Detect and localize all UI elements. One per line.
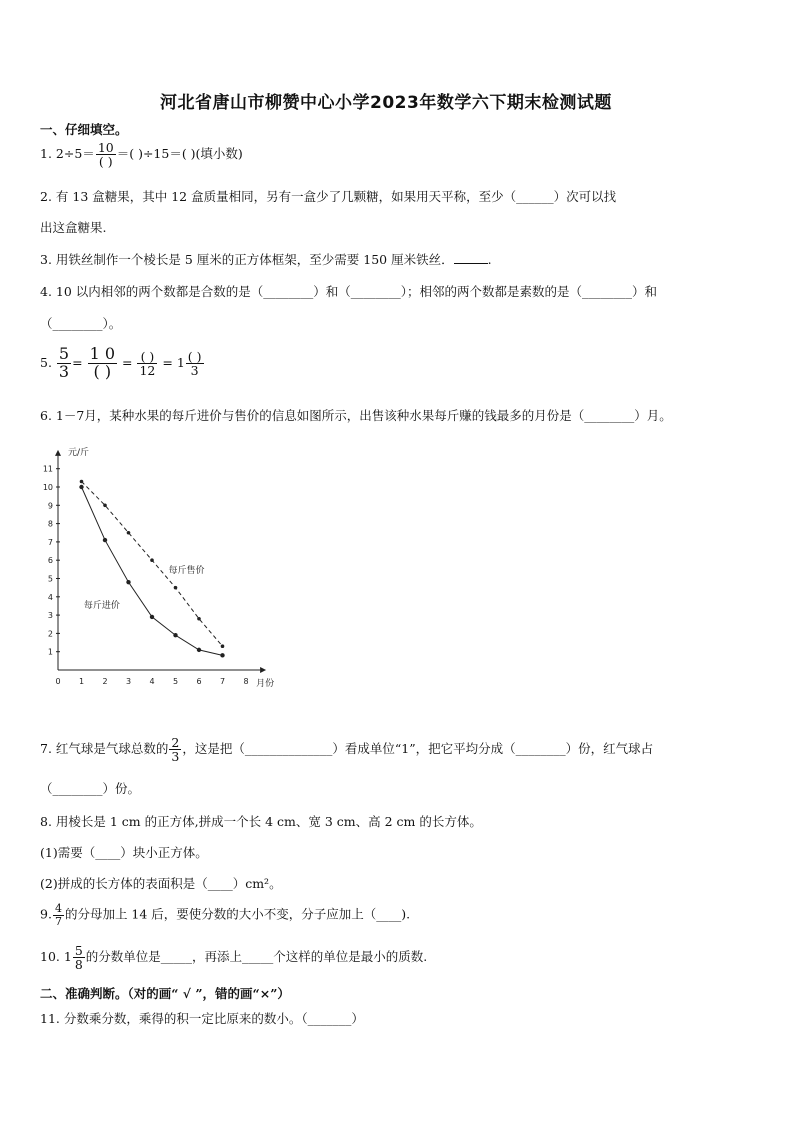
x-tick-label: 7 (219, 677, 226, 686)
fraction: $\frac{( )}{12}$ (139, 348, 156, 378)
question-6: 6. 1－7月，某种水果的每斤进价与售价的信息如图所示，出售该种水果每斤赚的钱最多的月份是（________）月。 (40, 408, 672, 423)
buy-price-point (150, 615, 154, 619)
x-tick-label: 2 (102, 677, 108, 686)
sell-price-point (197, 617, 201, 621)
buy-price-point (220, 653, 224, 657)
buy-price-point (197, 648, 201, 652)
sell-price-point (150, 558, 154, 562)
fraction: $\frac{5}{8}$ (74, 943, 83, 973)
sell-price-point (80, 480, 84, 484)
question-10: 10. 1 $\frac{5}{8}$ 的分数单位是_____，再添上_____个这样的单位是最小的质数. (40, 943, 428, 973)
y-tick-label: 5 (47, 574, 53, 584)
question-7-line-2: （________）份。 (40, 781, 141, 796)
sell-price-point (127, 531, 131, 535)
y-tick-label: 6 (47, 556, 53, 566)
x-axis-arrow (260, 667, 266, 673)
buy-price-label: 每斤进价 (83, 600, 120, 611)
question-9: 9. $\frac{4}{7}$ 的分母加上 14 后，要使分数的大小不变，分子应加上（____). (40, 902, 411, 928)
y-axis-label: 元/斤 (68, 447, 90, 458)
x-tick-label: 3 (125, 677, 132, 686)
fraction: $\frac{4}{7}$ (54, 902, 62, 928)
buy-price-point (103, 538, 107, 542)
question-2-line-1: 2. 有 13 盒糖果，其中 12 盒质量相同，另有一盒少了几颗糖，如果用天平称，至少（______）次可以找 (40, 189, 617, 204)
fraction: $\frac{2}{3}$ (171, 735, 180, 765)
y-tick-label: 2 (47, 629, 53, 639)
question-8-part-1: (1)需要（____）块小正方体。 (40, 845, 208, 860)
question-8-part-2: (2)拼成的长方体的表面积是（____）cm²。 (40, 876, 282, 891)
question-5: 5. $\frac{5}{3}$ = $\frac{1 0}{( )}$ = $\frac{( )}{12}$ = 1 $\frac{( )}{3}$ (40, 344, 202, 381)
sell-price-label: 每斤售价 (168, 566, 205, 577)
sell-price-point (221, 644, 225, 648)
y-tick-label: 11 (42, 464, 53, 474)
question-7: 7. 红气球是气球总数的 $\frac{2}{3}$ ，这是把（______________）看成单位“1”，把它平均分成（________）份，红气球占 (40, 735, 654, 765)
sell-price-point (103, 504, 107, 508)
x-tick-label: 1 (78, 677, 85, 686)
question-8: 8. 用棱长是 1 cm 的正方体,拼成一个长 4 cm、宽 3 cm、高 2 cm 的长方体。 (40, 814, 482, 829)
y-tick-label: 10 (42, 483, 53, 492)
section-2-heading: 二、准确判断。（对的画“ √ ”，错的画“×”） (40, 986, 290, 1001)
y-axis-arrow (55, 450, 61, 456)
y-tick-label: 7 (47, 537, 53, 547)
y-tick-label: 9 (47, 501, 53, 511)
x-axis-label: 月份 (256, 679, 275, 689)
buy-price-point (79, 485, 83, 489)
y-tick-label: 4 (47, 592, 53, 602)
question-4-line-2: （________）。 (40, 316, 122, 331)
x-tick-label: 4 (149, 677, 155, 686)
question-11: 11. 分数乘分数，乘得的积一定比原来的数小。（_______） (40, 1011, 364, 1026)
question-1: 1. 2÷5＝ $\frac{10}{( )}$ ＝( )÷15＝( )(填小数) (40, 140, 243, 170)
x-tick-label: 8 (243, 677, 249, 686)
section-1-heading: 一、仔细填空。 (40, 122, 128, 137)
fraction: $\frac{1 0}{( )}$ (89, 344, 116, 381)
buy-price-point (173, 633, 177, 637)
fraction: $\frac{( )}{3}$ (187, 348, 202, 378)
y-tick-label: 1 (47, 647, 53, 657)
question-4-line-1: 4. 10 以内相邻的两个数都是合数的是（________）和（________）；相邻的两个数都是素数的是（________）和 (40, 284, 658, 299)
y-tick-label: 3 (47, 611, 53, 621)
question-3: 3. 用铁丝制作一个棱长是 5 厘米的正方体框架，至少需要 150 厘米铁丝． . (40, 252, 492, 267)
y-tick-label: 8 (47, 519, 53, 529)
sell-price-point (174, 586, 178, 590)
fraction: $\frac{5}{3}$ (58, 344, 70, 381)
x-tick-label: 0 (55, 677, 61, 686)
x-tick-label: 6 (196, 677, 202, 686)
x-tick-label: 5 (172, 677, 179, 686)
question-2-line-2: 出这盒糖果. (40, 220, 107, 235)
fraction: $\frac{10}{( )}$ (97, 140, 114, 170)
price-chart (38, 440, 298, 690)
sell-price-line (82, 482, 223, 647)
page-title: 河北省唐山市柳赞中心小学2023年数学六下期末检测试题 (160, 93, 612, 113)
buy-price-point (126, 580, 130, 584)
